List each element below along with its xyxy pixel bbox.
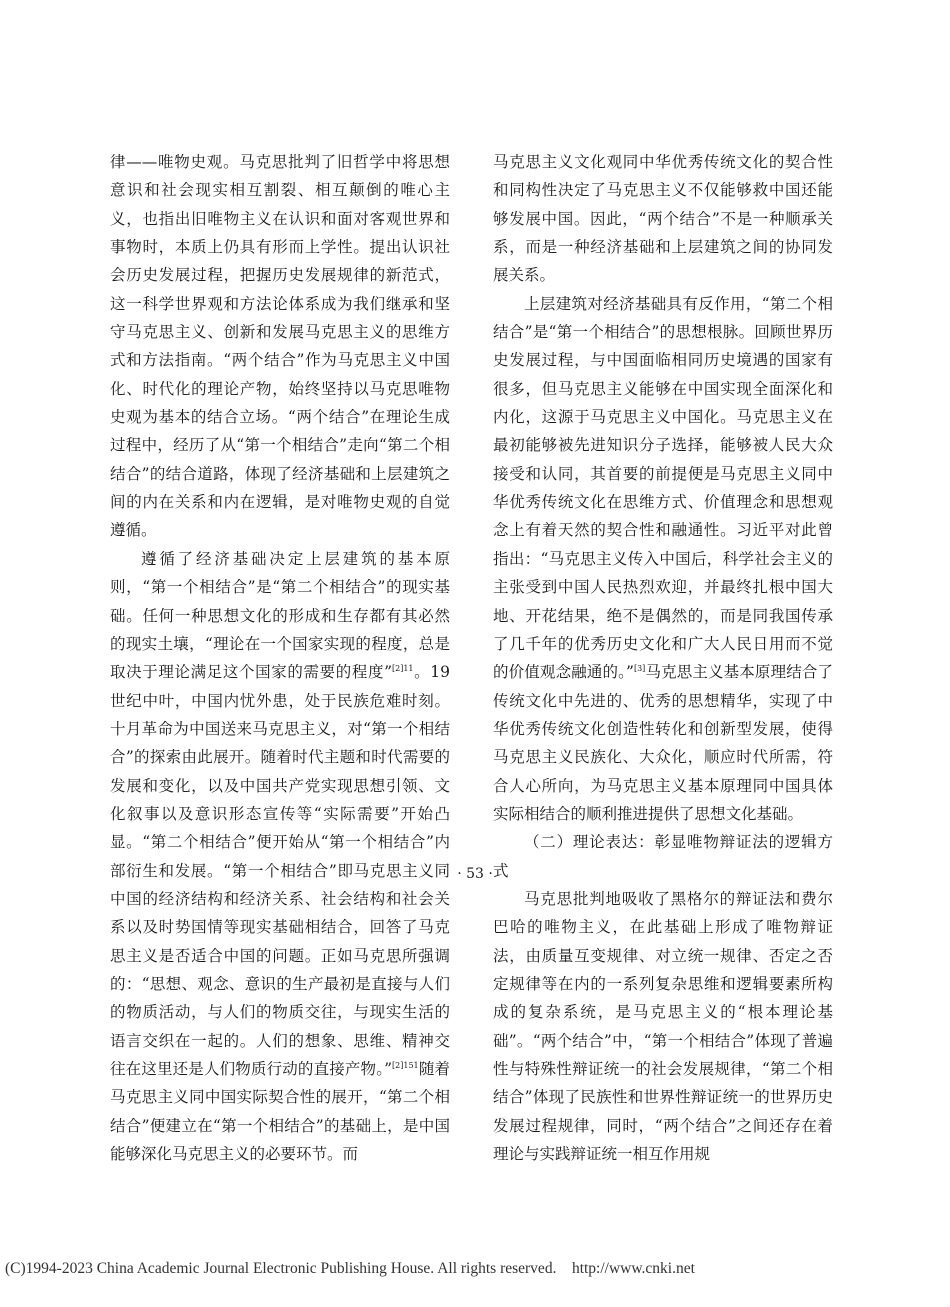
paragraph [110, 545, 450, 1169]
paragraph-text: 随着马克思主义同中国实际契合性的展开，“第二个相结合”便建立在“第一个相结合”的基础上，是中国能够深化马克思主义的必要环节。而 [110, 1060, 450, 1164]
paragraph-text: 马克思主义基本原理结合了传统文化中先进的、优秀的思想精华，实现了中华优秀传统文化创造性转化和创新型发展，使得马克思主义民族化、大众化，顺应时代所需，符合人心所向，为马克思主义基本原理同中国具体实际相结合的顺利推进提供了思想文化基础。 [493, 663, 833, 823]
paragraph: 马克思批判地吸收了黑格尔的辩证法和费尔巴哈的唯物主义，在此基础上形成了唯物辩证法，由质量互变规律、对立统一规律、否定之否定规律等在内的一系列复杂思维和逻辑要素所构成的复杂系统，是马克思主义的“根本理论基础”。“两个结合”中，“第一个相结合”体现了普遍性与特殊性辩证统一的社会发展规律，“第二个相结合”体现了民族性和世界性辩证统一的世界历史发展过程规律，同时，“两个结合”之间还存在着理论与实践辩证统一相互作用规 [493, 889, 833, 1164]
left-column [110, 148, 450, 1168]
page-number: · 53 · [457, 866, 493, 882]
paragraph: 律——唯物史观。马克思批判了旧哲学中将思想意识和社会现实相互割裂、相互颠倒的唯心主义，也指出旧唯物主义在认识和面对客观世界和事物时，本质上仍具有形而上学性。提出认识社会历史发展过程，把握历史发展规律的新范式，这一科学世界观和方法论体系成为我们继承和坚守马克思主义、创新和发展马克思主义的思维方式和方法指南。“两个结合”作为马克思主义中国化、时代化的理论产物，始终坚持以马克思唯物史观为基本的结合立场。“两个结合”在理论生成过程中，经历了从“第一个相结合”走向“第二个相结合”的结合道路，体现了经济基础和上层建筑之间的内在关系和内在逻辑，是对唯物史观的自觉遵循。 [110, 153, 450, 540]
citation: [3] [633, 664, 646, 674]
paragraph-text: 遵循了经济基础决定上层建筑的基本原则，“第一个相结合”是“第二个相结合”的现实基础。任何一种思想文化的形成和生存都有其必然的现实土壤，“理论在一个国家实现的程度，总是取决于理论满足这个国家的需要的程度” [110, 549, 450, 682]
citation: [2]151 [392, 1061, 419, 1070]
citation: [2]11 [392, 664, 414, 674]
right-column [493, 148, 833, 1168]
paragraph-text: 。19世纪中叶，中国内忧外患，处于民族危难时刻。十月革命为中国送来马克思主义，对“第一个相结合”的探索由此展开。随着时代主题和时代需要的发展和变化，以及中国共产党实现思想引领、文化叙事以及意识形态宣传等“实际需要”开始凸显。“第二个相结合”便开始从“第一个相结合”内部衍生和发展。“第一个相结合”即马克思主义同中国的经济结构和经济关系、社会结构和社会关系以及时势国情等现实基础相结合，回答了马克思主义是否适合中国的问题。正如马克思所强调的：“思想、观念、意识的生产最初是直接与人们的物质活动，与人们的物质交往，与现实生活的语言交织在一起的。人们的想象、思维、精神交往在这里还是人们物质行动的直接产物。” [110, 663, 450, 1078]
copyright-footer: (C)1994-2023 China Academic Journal Electronic Publishing House. All rights reserved. http://www.cnki.net [5, 1260, 695, 1277]
section-heading: （二）理论表达：彰显唯物辩证法的逻辑方式 [493, 833, 833, 880]
paragraph [493, 290, 833, 829]
paragraph: 马克思主义文化观同中华优秀传统文化的契合性和同构性决定了马克思主义不仅能够救中国还能够发展中国。因此，“两个结合”不是一种顺承关系，而是一种经济基础和上层建筑之间的协同发展关系。 [493, 153, 833, 285]
paragraph-text: 上层建筑对经济基础具有反作用，“第二个相结合”是“第一个相结合”的思想根脉。回顾世界历史发展过程，与中国面临相同历史境遇的国家有很多，但马克思主义能够在中国实现全面深化和内化，这源于马克思主义中国化。马克思主义在最初能够被先进知识分子选择，能够被人民大众接受和认同，其首要的前提便是马克思主义同中华优秀传统文化在思维方式、价值理念和思想观念上有着天然的契合性和融通性。习近平对此曾指出：“马克思主义传入中国后，科学社会主义的主张受到中国人民热烈欢迎，并最终扎根中国大地、开花结果，绝不是偶然的，而是同我国传承了几千年的优秀历史文化和广大人民日用而不觉的价值观念融通的。” [493, 294, 833, 682]
